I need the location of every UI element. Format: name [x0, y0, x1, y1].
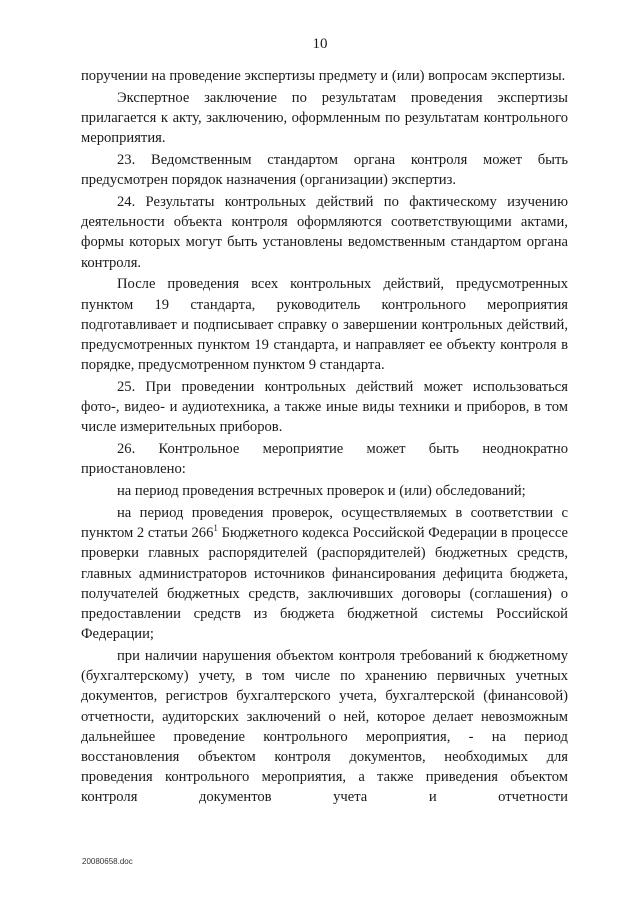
paragraph: на период проведения встречных проверок и (или) обследований;	[117, 483, 526, 500]
paragraph: 24. Результаты контрольных действий по фактическому изучению деятельности объекта контроля оформляются соответствующими актами, формы которых могут быть установлены ведомственным стандартом органа контроля.	[81, 194, 568, 271]
paragraph	[81, 503, 568, 644]
paragraph: 26. Контрольное мероприятие может быть неоднократно приостановлено:	[81, 441, 568, 478]
paragraph: 25. При проведении контрольных действий может использоваться фото-, видео- и аудиотехника, а также иные виды техники и приборов, в том числе измерительных приборов.	[81, 379, 568, 436]
paragraph-text: на период проведения проверок, осуществляемых в соответствии с пунктом 2 статьи 266	[81, 505, 568, 542]
paragraph-text: Бюджетного кодекса Российской Федерации в процессе проверки главных распорядителей (распорядителей) бюджетных средств, главных администраторов источников финансирования дефицита бюджета, получателей бюджетных средств, заключивших договоры (соглашения) о предоставлении средств из бюджета бюджетной системы Российской Федерации;	[81, 525, 568, 643]
paragraph: при наличии нарушения объектом контроля требований к бюджетному (бухгалтерскому) учету, в том числе по хранению первичных учетных документов, регистров бухгалтерского учета, бухгалтерской (финансовой) отчетности, аудиторских заключений о ней, которое делает невозможным дальнейшее проведение контрольного мероприятия, - на период восстановления объектом контроля документов, необходимых для проведения контрольного мероприятия, а также приведения объектом контроля документов учета и отчетности	[81, 648, 568, 806]
paragraph: 23. Ведомственным стандартом органа контроля может быть предусмотрен порядок назначения (организации) экспертиз.	[81, 152, 568, 189]
superscript: 1	[213, 523, 218, 534]
paragraph: Экспертное заключение по результатам проведения экспертизы прилагается к акту, заключению, оформленным по результатам контрольного мероприятия.	[81, 89, 568, 147]
footer-filename: 20080658.doc	[82, 857, 133, 866]
page-number: 10	[312, 36, 328, 52]
paragraph: После проведения всех контрольных действий, предусмотренных пунктом 19 стандарта, руководитель контрольного мероприятия подготавливает и подписывает справку о завершении контрольных действий, предусмотренных пунктом 19 стандарта, и направляет ее объекту контроля в порядке, предусмотренном пунктом 9 стандарта.	[81, 276, 568, 374]
paragraph: поручении на проведение экспертизы предмету и (или) вопросам экспертизы.	[81, 68, 566, 84]
document-body	[81, 66, 568, 809]
